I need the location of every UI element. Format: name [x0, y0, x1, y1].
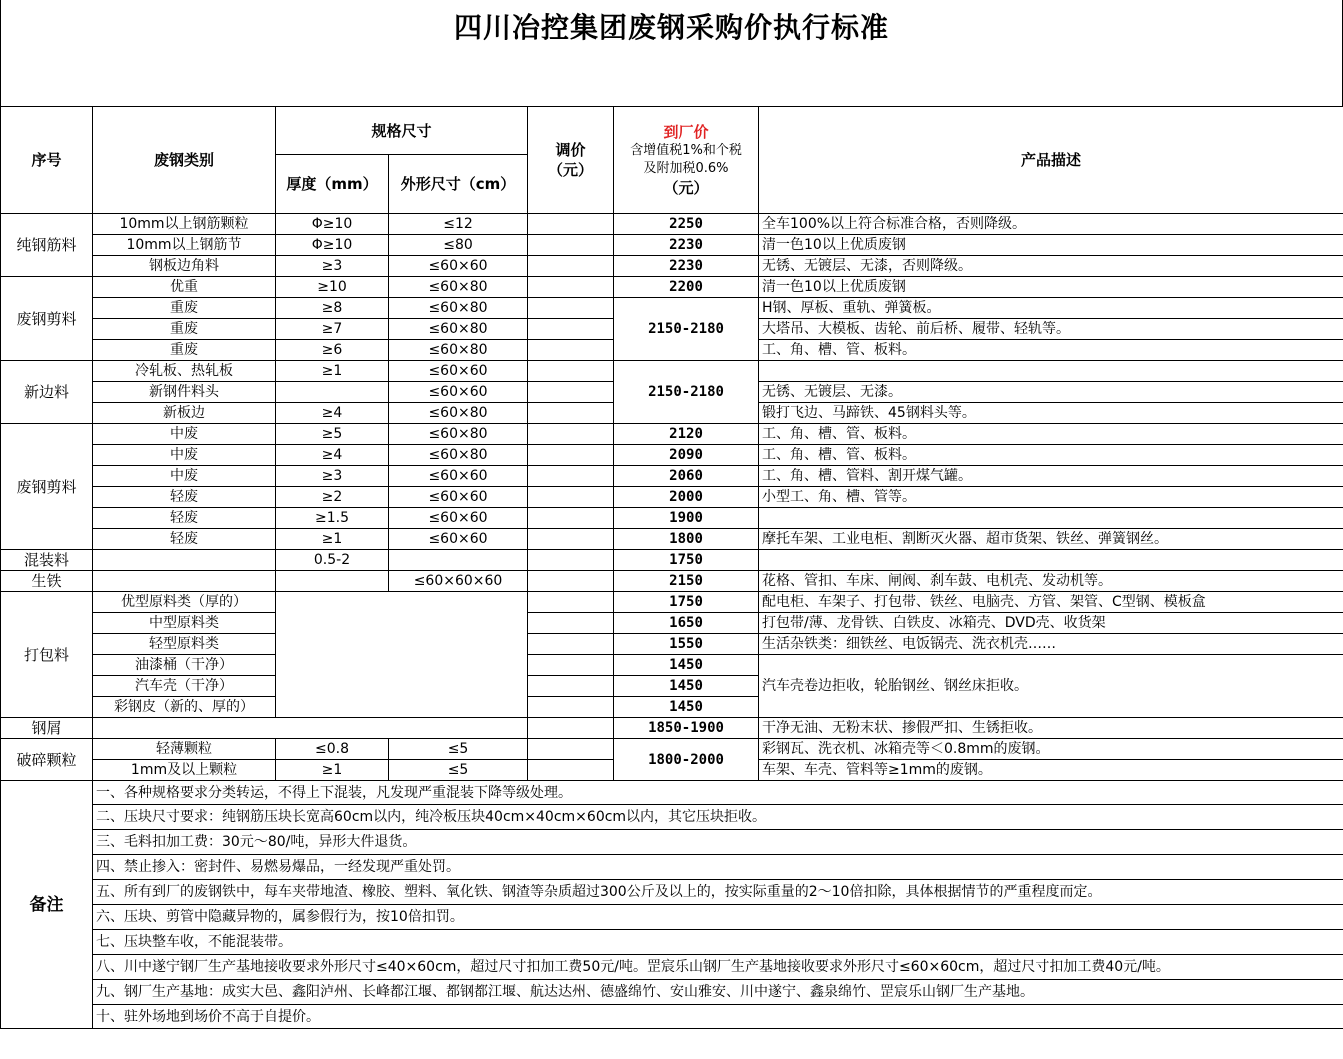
table-row: 破碎颗粒 轻薄颗粒 ≤0.8 ≤5 1800-2000 彩钢瓦、洗衣机、冰箱壳等＜0.8mm的废钢。: [1, 739, 1343, 760]
note-item: 九、钢厂生产基地：成实大邑、鑫阳泸州、长峰都江堰、都钢都江堰、航达达州、德盛绵竹、安山雅安、川中遂宁、鑫泉绵竹、罡宸乐山钢厂生产基地。: [93, 980, 1343, 1005]
header-adjust: 调价 （元）: [528, 107, 614, 214]
table-row: 生铁 ≤60×60×60 2150 花格、管扣、车床、闸阀、刹车鼓、电机壳、发动机等。: [1, 571, 1343, 592]
group-label: 纯钢筋料: [1, 214, 93, 277]
table-row: 重废 ≥8 ≤60×80 2150-2180 H钢、厚板、重轨、弹簧板。: [1, 298, 1343, 319]
note-row: [1, 781, 1343, 805]
note-item: 七、压块整车收，不能混装带。: [93, 930, 1343, 955]
title-bar: [0, 0, 1343, 106]
note-row: [1, 1005, 1343, 1029]
notes-label: 备注: [1, 781, 93, 1029]
note-item: 一、各种规格要求分类转运，不得上下混装，凡发现严重混装下降等级处理。: [93, 781, 1343, 805]
table-row: 中型原料类 1650 打包带/薄、龙骨铁、白铁皮、冰箱壳、DVD壳、收货架: [1, 613, 1343, 634]
note-item: 三、毛料扣加工费：30元～80/吨，异形大件退货。: [93, 830, 1343, 855]
table-row: 轻废 ≥1 ≤60×60 1800 摩托车架、工业电柜、割断灭火器、超市货架、铁丝、弹簧钢丝。: [1, 529, 1343, 550]
group-label: 废钢剪料: [1, 424, 93, 550]
table-row: 油漆桶（干净） 1450 汽车壳卷边拒收，轮胎钢丝、钢丝床拒收。: [1, 655, 1343, 676]
note-row: [1, 905, 1343, 930]
table-row: 轻型原料类 1550 生活杂铁类：细铁丝、电饭锅壳、洗衣机壳……: [1, 634, 1343, 655]
note-row: [1, 880, 1343, 905]
group-label: 钢屑: [1, 718, 93, 739]
note-item: 八、川中遂宁钢厂生产基地接收要求外形尺寸≤40×60cm，超过尺寸扣加工费50元/吨。罡宸乐山钢厂生产基地接收要求外形尺寸≤60×60cm，超过尺寸扣加工费40元/吨。: [93, 955, 1343, 980]
price-table: [0, 106, 1343, 1029]
note-item: 十、驻外场地到场价不高于自提价。: [93, 1005, 1343, 1029]
note-row: [1, 855, 1343, 880]
group-label: 打包料: [1, 592, 93, 718]
table-row: 钢板边角料 ≥3 ≤60×60 2230 无锈、无镀层、无漆，否则降级。: [1, 256, 1343, 277]
note-item: 五、所有到厂的废钢铁中，每车夹带地渣、橡胶、塑料、氧化铁、钢渣等杂质超过300公斤及以上的，按实际重量的2～10倍扣除，具体根据情节的严重程度而定。: [93, 880, 1343, 905]
group-label: 破碎颗粒: [1, 739, 93, 781]
note-row: [1, 980, 1343, 1005]
table-row: 废钢剪料 中废 ≥5 ≤60×80 2120 工、角、槽、管、板料。: [1, 424, 1343, 445]
note-item: 六、压块、剪管中隐藏异物的，属参假行为，按10倍扣罚。: [93, 905, 1343, 930]
header-desc: 产品描述: [759, 107, 1343, 214]
header-seq: 序号: [1, 107, 93, 214]
header-price: 到厂价 含增值税1%和个税 及附加税0.6% （元）: [614, 107, 759, 214]
table-row: 重废 ≥6 ≤60×80 工、角、槽、管、板料。: [1, 340, 1343, 361]
table-row: 新板边 ≥4 ≤60×80 锻打飞边、马蹄铁、45钢料头等。: [1, 403, 1343, 424]
header-category: 废钢类别: [93, 107, 276, 214]
note-item: 二、压块尺寸要求：纯钢筋压块长宽高60cm以内，纯冷板压块40cm×40cm×60cm以内，其它压块拒收。: [93, 805, 1343, 830]
table-row: 中废 ≥3 ≤60×60 2060 工、角、槽、管料、割开煤气罐。: [1, 466, 1343, 487]
table-row: 废钢剪料 优重 ≥10 ≤60×80 2200 清一色10以上优质废钢: [1, 277, 1343, 298]
header-spec: 规格尺寸: [276, 107, 528, 155]
group-label: 废钢剪料: [1, 277, 93, 361]
note-item: 四、禁止掺入：密封件、易燃易爆品，一经发现严重处罚。: [93, 855, 1343, 880]
table-row: 重废 ≥7 ≤60×80 大塔吊、大模板、齿轮、前后桥、履带、轻轨等。: [1, 319, 1343, 340]
table-row: 钢屑 1850-1900 干净无油、无粉末状、掺假严扣、生锈拒收。: [1, 718, 1343, 739]
note-row: [1, 805, 1343, 830]
header-thickness: 厚度（mm）: [276, 155, 389, 214]
table-row: 打包料 优型原料类（厚的） 1750 配电柜、车架子、打包带、铁丝、电脑壳、方管、架管、C型钢、模板盒: [1, 592, 1343, 613]
table-row: 新边料 冷轧板、热轧板 ≥1 ≤60×60 2150-2180: [1, 361, 1343, 382]
table-row: 轻废 ≥1.5 ≤60×60 1900: [1, 508, 1343, 529]
header-outer: 外形尺寸（cm）: [389, 155, 528, 214]
page-title: 四川冶控集团废钢采购价执行标准: [453, 11, 889, 44]
table-row: 轻废 ≥2 ≤60×60 2000 小型工、角、槽、管等。: [1, 487, 1343, 508]
table-row: 中废 ≥4 ≤60×80 2090 工、角、槽、管、板料。: [1, 445, 1343, 466]
table-row: 10mm以上钢筋节 Φ≥10 ≤80 2230 清一色10以上优质废钢: [1, 235, 1343, 256]
table-row: 汽车壳（干净） 1450: [1, 676, 1343, 697]
group-label: 混装料: [1, 550, 93, 571]
table-row: 彩钢皮（新的、厚的） 1450: [1, 697, 1343, 718]
table-row: 新钢件料头 ≤60×60 无锈、无镀层、无漆。: [1, 382, 1343, 403]
note-row: [1, 930, 1343, 955]
table-row: 1mm及以上颗粒 ≥1 ≤5 车架、车壳、管料等≥1mm的废钢。: [1, 760, 1343, 781]
group-label: 生铁: [1, 571, 93, 592]
note-row: [1, 830, 1343, 855]
table-row: 混装料 0.5-2 1750: [1, 550, 1343, 571]
note-row: [1, 955, 1343, 980]
table-row: 纯钢筋料 10mm以上钢筋颗粒 Φ≥10 ≤12 2250 全车100%以上符合标准合格，否则降级。: [1, 214, 1343, 235]
group-label: 新边料: [1, 361, 93, 424]
